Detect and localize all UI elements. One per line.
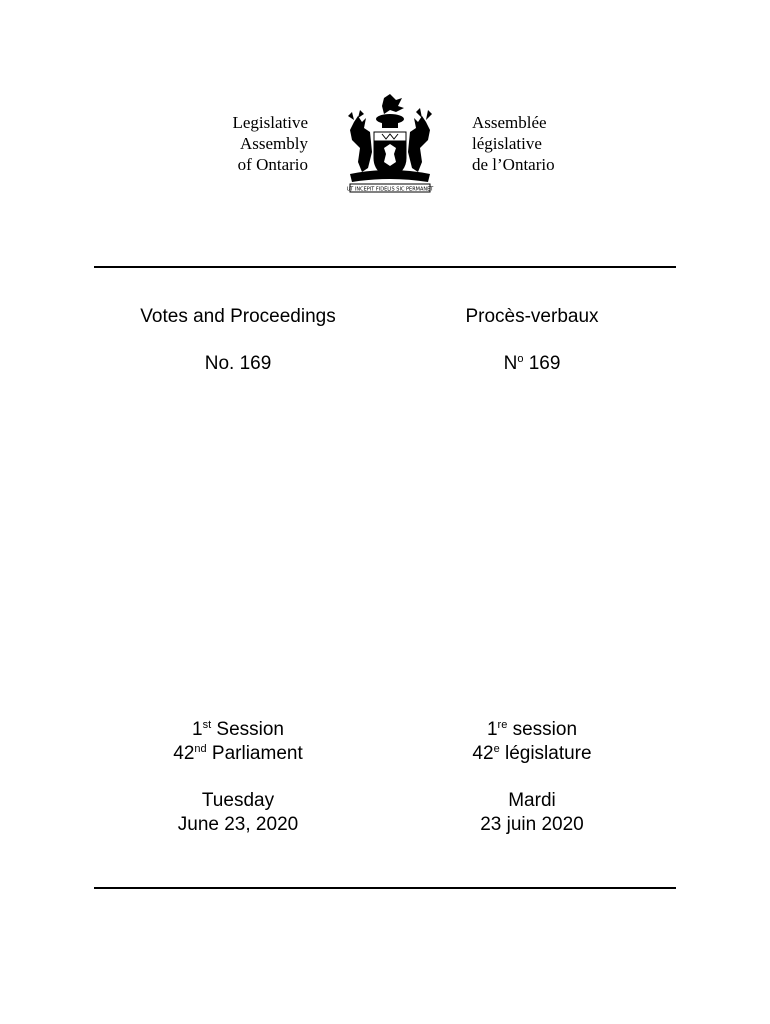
date-block-english (94, 789, 382, 837)
ontario-coat-of-arms-icon (344, 92, 436, 196)
french-institution-name (472, 112, 672, 175)
crest-motto: UT INCEPIT FIDELIS SIC PERMANET (346, 186, 434, 193)
document-title-french: Procès-verbaux (465, 306, 599, 327)
weekday-french: Mardi (508, 790, 556, 811)
issue-number-english: No. 169 (204, 353, 272, 374)
session-block-english (94, 718, 382, 766)
french-institution-line-1: Assemblée (472, 113, 547, 132)
date-french: 23 juin 2020 (480, 814, 584, 835)
document-title-english: Votes and Proceedings (140, 306, 336, 327)
session-english: 1st Session (191, 719, 284, 740)
french-institution-line-3: de l’Ontario (472, 155, 555, 174)
date-block-french (388, 789, 676, 837)
issue-number-french-prefix: N (503, 353, 518, 374)
weekday-english: Tuesday (201, 790, 275, 811)
issue-number-french-value: 169 (523, 353, 561, 374)
bottom-divider (94, 887, 676, 889)
french-institution-line-2: législative (472, 134, 542, 153)
issue-number-french-sup: o (517, 353, 524, 365)
english-institution-line-2: Assembly (240, 134, 308, 153)
parliament-english: 42nd Parliament (173, 743, 303, 764)
english-institution-line-3: of Ontario (237, 155, 308, 174)
date-english: June 23, 2020 (177, 814, 299, 835)
parliament-french: 42e législature (472, 743, 592, 764)
english-institution-line-1: Legislative (232, 113, 308, 132)
session-block-french (388, 718, 676, 766)
top-divider (94, 266, 676, 268)
issue-number-french (388, 352, 676, 376)
english-institution-name (150, 112, 308, 175)
session-french: 1re session (486, 719, 578, 740)
